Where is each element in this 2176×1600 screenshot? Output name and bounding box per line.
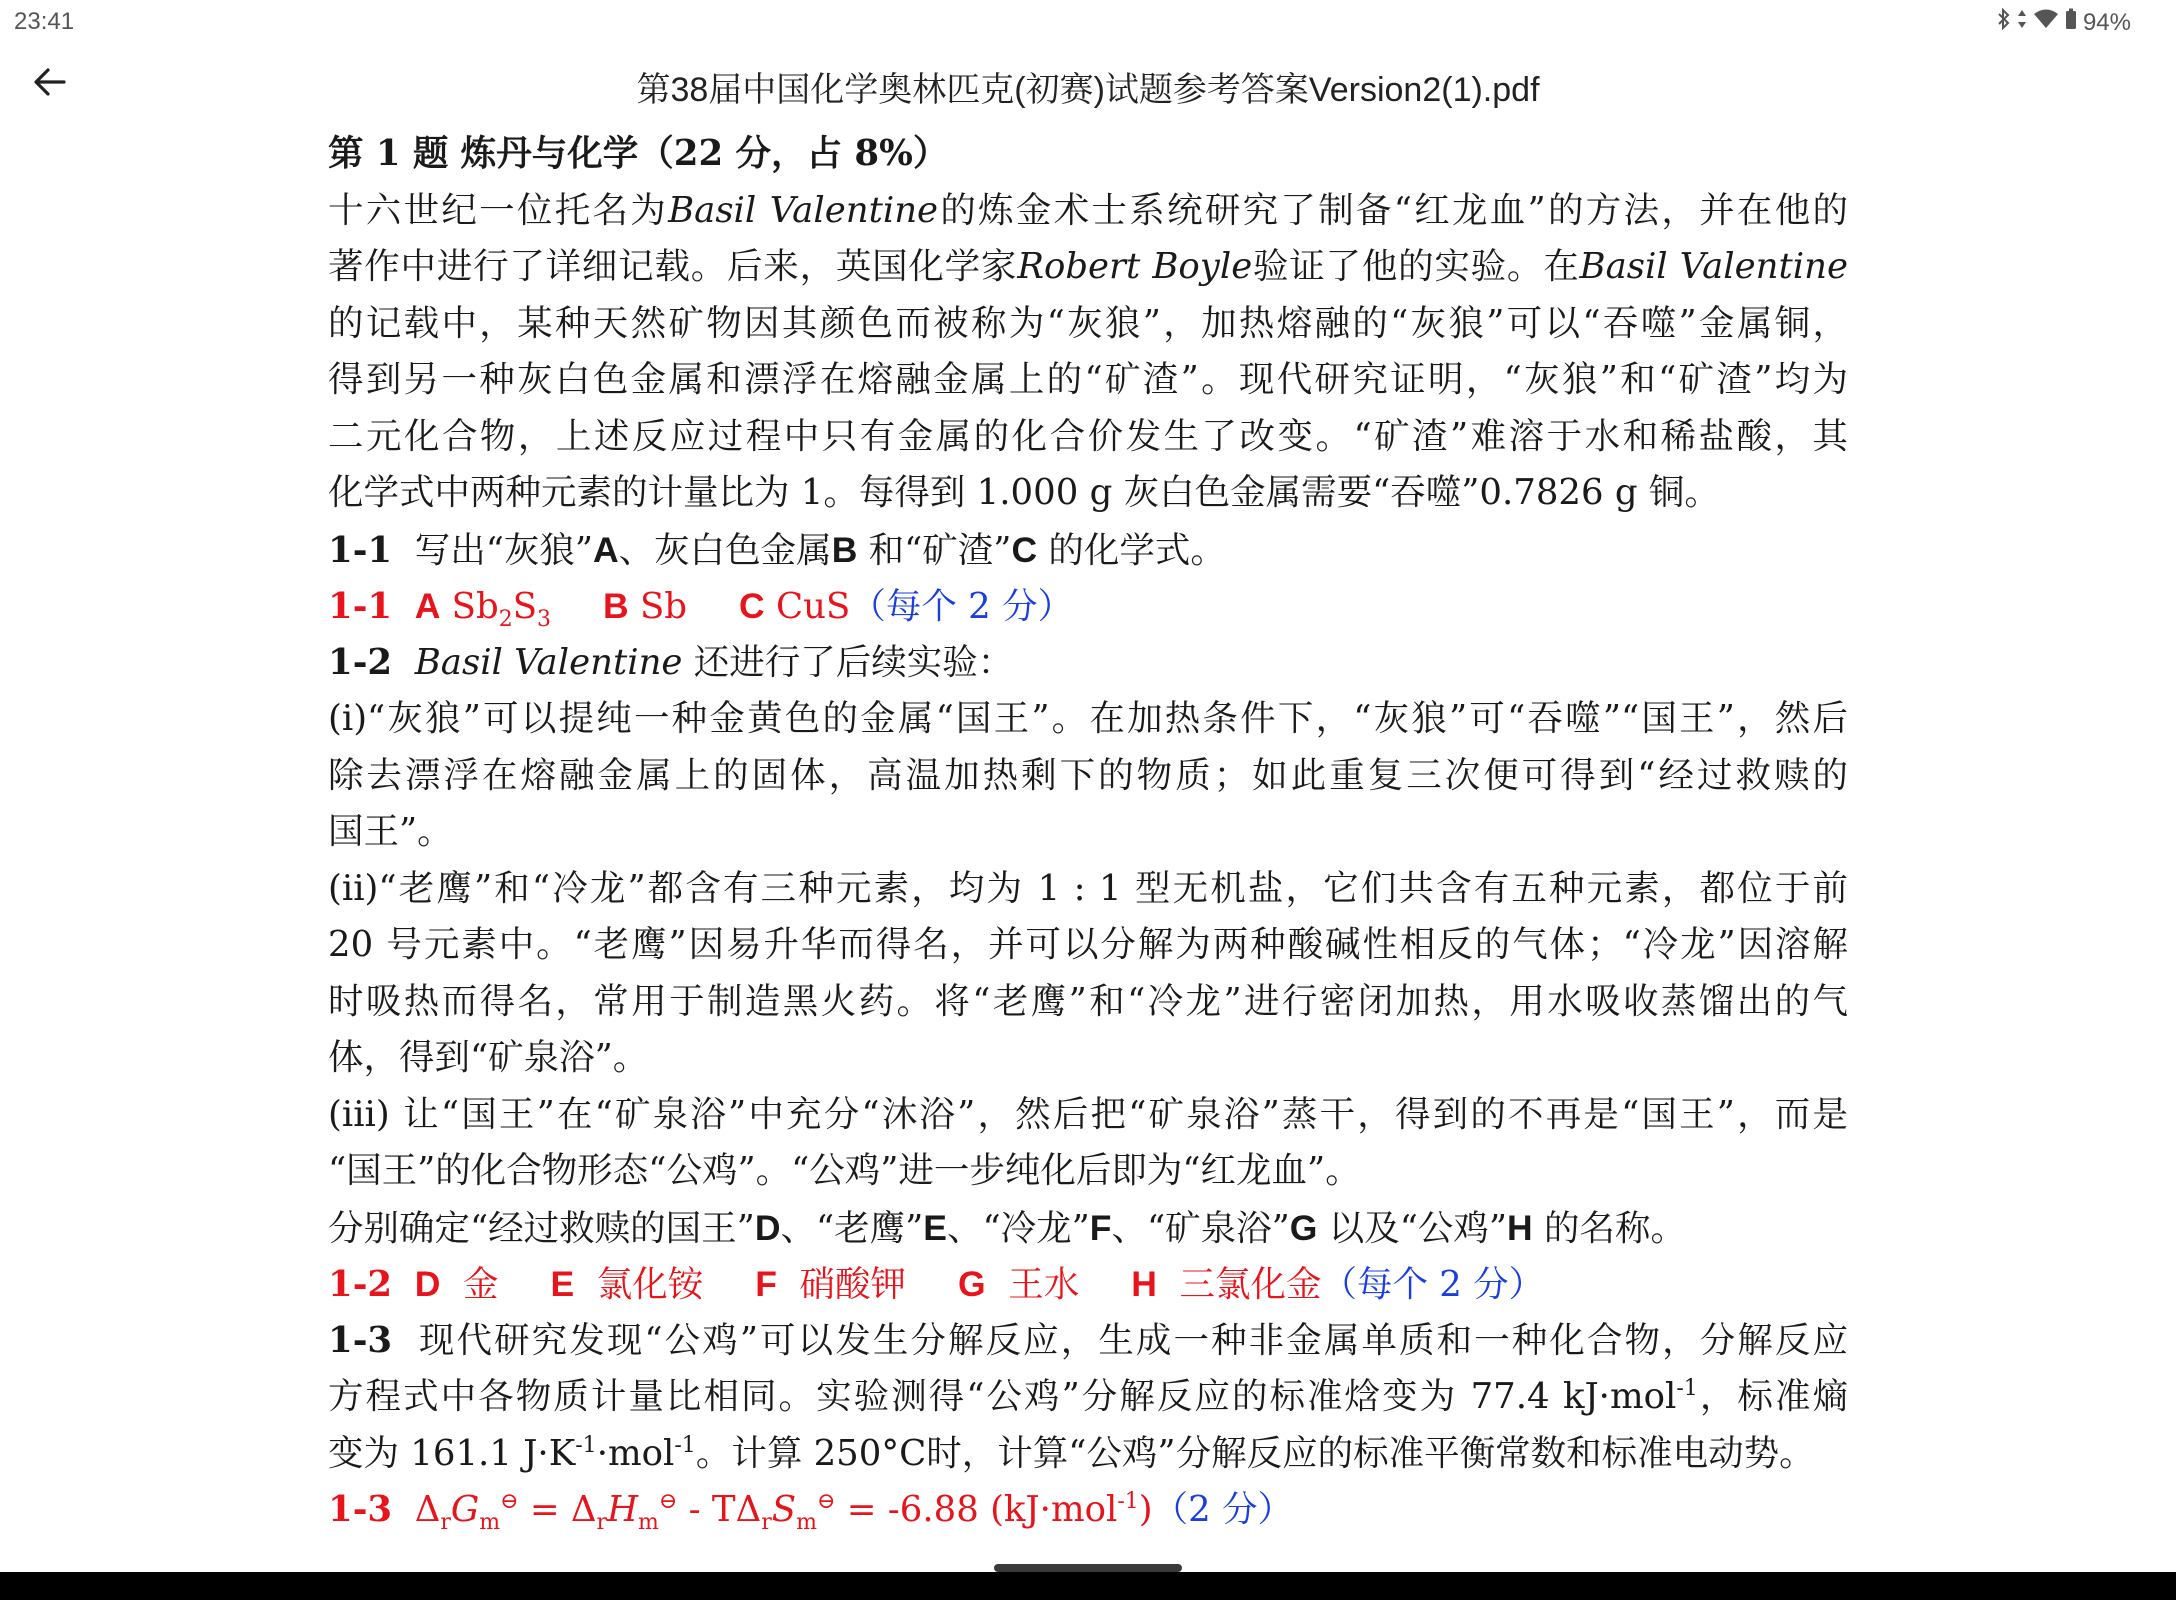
status-icons — [1997, 8, 2131, 37]
data-arrows-icon — [2017, 8, 2027, 37]
question-1-2-ask: 分别确定“经过救赎的国王”D、“老鹰”E、“冷龙”F、“矿泉浴”G 以及“公鸡”H 的名称。 — [328, 1207, 1686, 1249]
gesture-handle[interactable] — [994, 1564, 1182, 1572]
app-bar — [0, 44, 2176, 122]
paragraph-line: 化学式中两种元素的计量比为 1。每得到 1.000 g 灰白色金属需要“吞噬”0.7826 g 铜。 — [328, 472, 1720, 513]
battery-icon — [2065, 8, 2077, 37]
paragraph-line: 变为 161.1 $J\cdot K^{-1}\cdot mol^{-1}$。计算 250°C时，计算“公鸡”分解反应的标准平衡常数和标准电动势。 — [328, 1432, 1815, 1474]
battery-level: 94% — [2082, 8, 2131, 36]
paragraph-line: 20 号元素中。“老鹰”因易升华而得名，并可以分解为两种酸碱性相反的气体；“冷龙”因溶解 — [328, 924, 1848, 965]
pdf-page[interactable] — [328, 126, 1848, 1539]
question-heading: 第 1 题 炼丹与化学（22 分，占 8%） — [328, 133, 949, 174]
bluetooth-icon — [1997, 8, 2011, 37]
paragraph-line: 方程式中各物质计量比相同。实验测得“公鸡”分解反应的标准焓变为 77.4 kJ·mol$^{-1}$，标准熵 — [328, 1376, 1848, 1417]
paragraph-line: 时吸热而得名，常用于制造黑火药。将“老鹰”和“冷龙”进行密闭加热，用水吸收蒸馏出的气 — [328, 980, 1848, 1022]
paragraph-line: (ii)“老鹰”和“冷龙”都含有三种元素，均为 1 : 1 型无机盐，它们共含有五种元素，都位于前 — [328, 867, 1848, 909]
paragraph-line: (iii) 让“国王”在“矿泉浴”中充分“沐浴”，然后把“矿泉浴”蒸干，得到的不再是“国王”，而是 — [328, 1093, 1848, 1135]
question-1-1: 1-1 写出“灰狼”A、灰白色金属B 和“矿渣”C 的化学式。 — [328, 529, 1226, 571]
paragraph-line: 得到另一种灰白色金属和漂浮在熔融金属上的“矿渣”。现代研究证明，“灰狼”和“矿渣”均为 — [328, 359, 1848, 400]
status-time: 23:41 — [14, 8, 75, 35]
status-bar — [0, 0, 2176, 44]
question-1-3: 1-3 现代研究发现“公鸡”可以发生分解反应，生成一种非金属单质和一种化合物，分解反应 — [328, 1319, 1848, 1361]
paragraph-line: 著作中进行了详细记载。后来，英国化学家Robert Boyle验证了他的实验。在Basil Valentine — [328, 246, 1848, 287]
paragraph-line: 十六世纪一位托名为Basil Valentine的炼金术士系统研究了制备“红龙血”的方法，并在他的 — [328, 189, 1848, 231]
paragraph-line: 除去漂浮在熔融金属上的固体，高温加热剩下的物质；如此重复三次便可得到“经过救赎的 — [328, 754, 1848, 796]
paragraph-line: 二元化合物，上述反应过程中只有金属的化合价发生了改变。“矿渣”难溶于水和稀盐酸，其 — [328, 415, 1848, 457]
question-1-2: 1-2 Basil Valentine 还进行了后续实验： — [328, 641, 1014, 683]
paragraph-line: 的记载中，某种天然矿物因其颜色而被称为“灰狼”，加热熔融的“灰狼”可以“吞噬”金属铜， — [328, 302, 1848, 344]
answer-1-2: 1-2 D 金 E 氯化铵 F 硝酸钾 G 王水 H 三氯化金（每个 2 分） — [328, 1264, 1545, 1305]
paragraph-line: (i)“灰狼”可以提纯一种金黄色的金属“国王”。在加热条件下，“灰狼”可“吞噬”“国王”，然后 — [328, 698, 1848, 739]
paragraph-line: “国王”的化合物形态“公鸡”。“公鸡”进一步纯化后即为“红龙血”。 — [328, 1150, 1361, 1191]
paragraph-line: 体，得到“矿泉浴”。 — [328, 1037, 649, 1078]
wifi-icon — [2033, 8, 2059, 37]
paragraph-line: 国王”。 — [328, 811, 453, 852]
answer-1-3: 1-3 $\Delta_rG_m^⊖ = \Delta_rH_m^⊖ - T\Delta_rS_m^⊖ = -6.88$ (kJ·mol$^{-1}$)（2 分） — [328, 1489, 1294, 1536]
answer-1-1: 1-1 A $Sb_2S_3$ B Sb C CuS（每个 2 分） — [328, 586, 1073, 633]
document-title: 第38届中国化学奥林匹克(初赛)试题参考答案Version2(1).pdf — [636, 71, 1540, 109]
navigation-bar — [0, 1572, 2176, 1600]
